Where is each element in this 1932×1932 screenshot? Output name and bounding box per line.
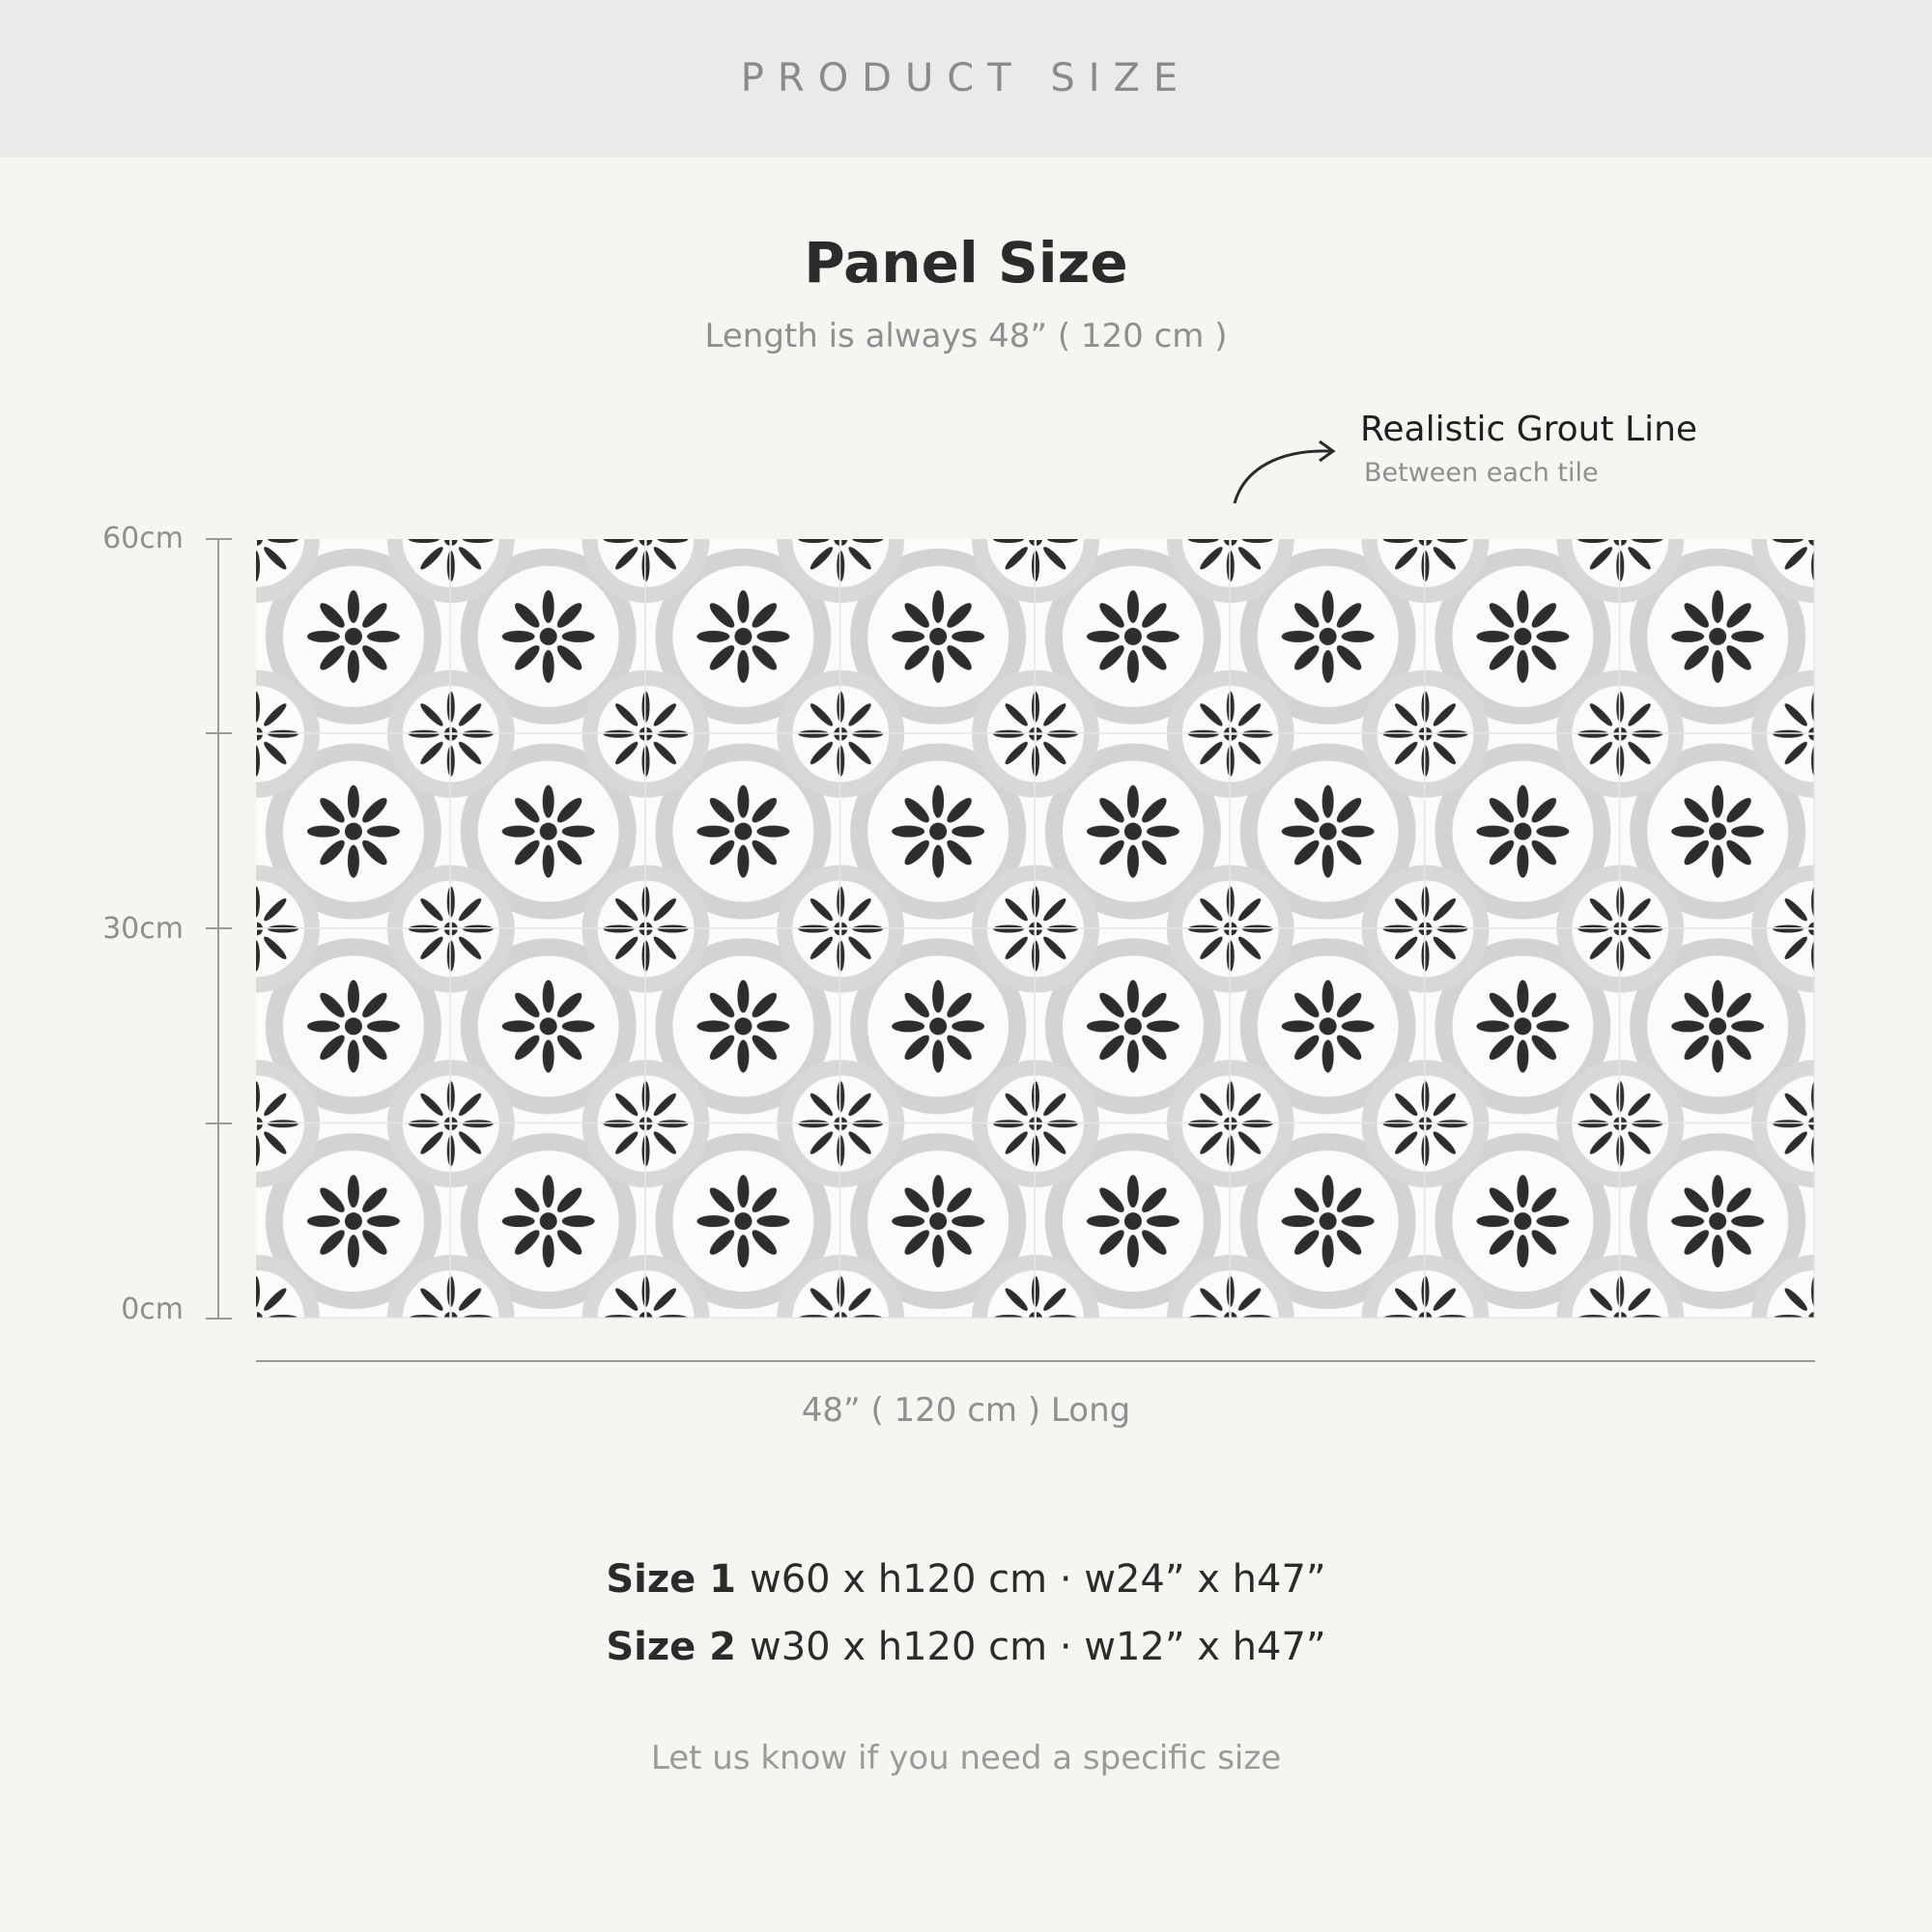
size-option-1: [0, 1557, 1932, 1602]
grout-line-callout-title: Realistic Grout Line: [1360, 410, 1698, 449]
custom-size-note: Let us know if you need a specific size: [650, 1739, 1282, 1777]
size-option-1-name: Size 1: [606, 1557, 737, 1602]
length-dimension-label: 48” ( 120 cm ) Long: [801, 1391, 1131, 1430]
tile-pattern: [256, 539, 1815, 1319]
size-option-2: [0, 1625, 1932, 1669]
size-option-2-name: Size 2: [606, 1625, 737, 1669]
length-dimension-line: [256, 1360, 1815, 1362]
panel-size-title: Panel Size: [804, 230, 1128, 296]
scale-label-bottom: 0cm: [121, 1293, 184, 1326]
page-header-title: PRODUCT SIZE: [740, 56, 1192, 100]
size-option-1-spec: w60 x h120 cm · w24” x h47”: [750, 1557, 1326, 1602]
scale-label-top: 60cm: [102, 522, 184, 555]
panel-size-subtitle: Length is always 48” ( 120 cm ): [704, 317, 1228, 355]
size-option-2-spec: w30 x h120 cm · w12” x h47”: [750, 1625, 1326, 1669]
grout-line-callout-subtitle: Between each tile: [1364, 458, 1599, 488]
curved-arrow-icon: [1227, 440, 1343, 507]
tile-panel-image: [256, 539, 1815, 1319]
scale-label-middle: 30cm: [102, 912, 184, 946]
